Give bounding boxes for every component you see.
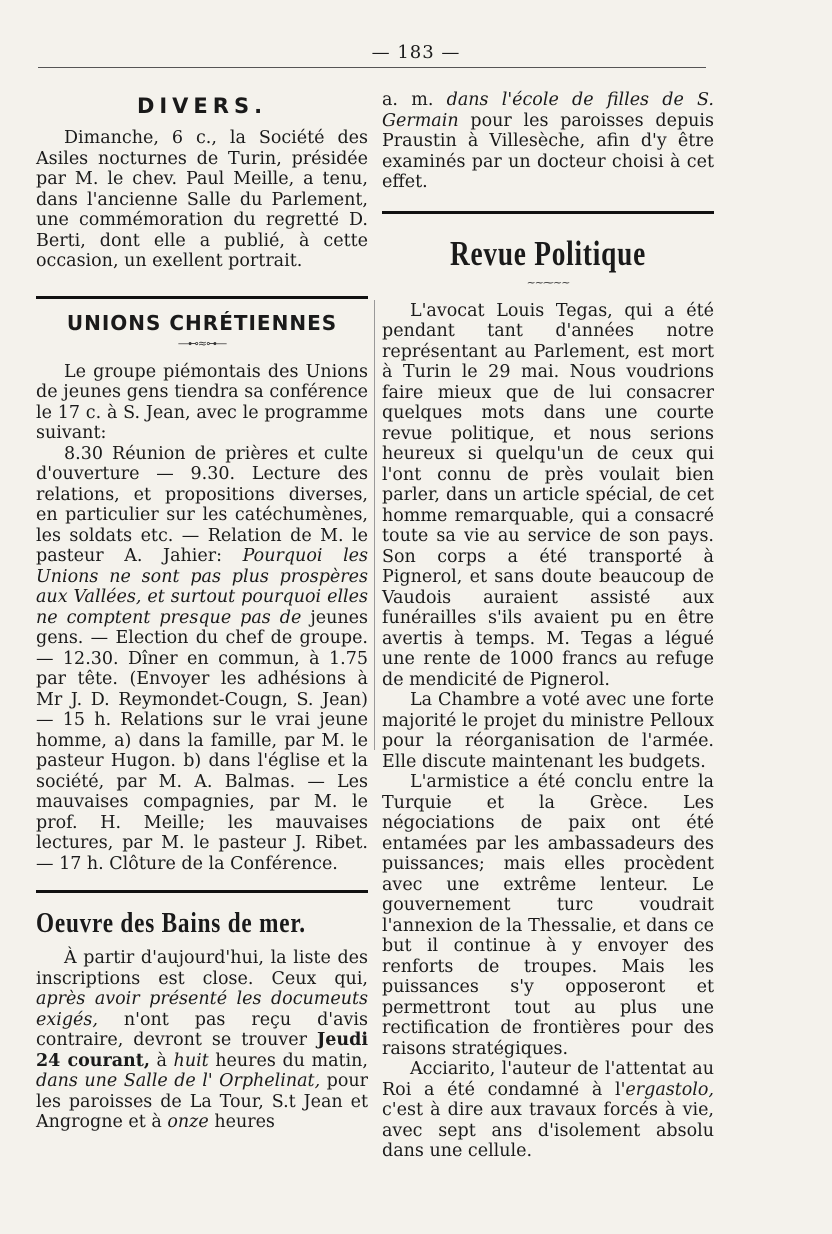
ornament-flourish: —⊷≈⊶— [177, 336, 227, 350]
section-rule [36, 296, 368, 299]
page-number: — 183 — [371, 42, 461, 63]
italic-run: onze [167, 1112, 209, 1132]
unions-paragraph-1: Le groupe piémontais des Unions de jeunes gens tiendra sa conférence le 17 c. à S. Jean, avec le programme suivant: [36, 361, 368, 443]
italic-run: Pourquoi les Unions ne sont pas plus prospères aux Vallées, et surtout pourquoi elles ne comptent presque pas de [36, 546, 368, 628]
text-run: c'est à dire aux travaux forcés à vie, avec sept ans d'isolement absolu dans une cellule. [382, 1100, 714, 1161]
left-column [36, 90, 368, 1133]
text-run: Acciarito, l'auteur de l'attentat au Roi a été condamné à l' [382, 1059, 714, 1100]
text-run: 8.30 Réunion de prières et culte d'ouverture — 9.30. Lecture des relations, et propositions diverses, en particulier sur les catéchumènes, les soldats etc. — Relation de M. le pasteur A. Jahier: [36, 443, 368, 566]
text-run: jeunes gens. — Election du chef de groupe. — 12.30. Dîner en commun, à 1.75 par tête. (Envoyer les adhésions à Mr J. D. Reymondet-Cougn, S. Jean) — 15 h. Relations sur le vrai jeune homme, a) dans la famille, par M. le pasteur Hugon. b) dans l'église et la société, par M. A. Balmas. — Les mauvaises compagnies, par M. le prof. H. Meille; les mauvaises lectures, par M. le pasteur J. Ribet. — 17 h. Clôture de la Conférence. [36, 607, 368, 874]
divers-paragraph: Dimanche, 6 c., la Société des Asiles nocturnes de Turin, présidée par M. le chev. Paul Meille, a tenu, dans l'ancienne Salle du Parlement, une commémoration du regretté D. Berti, dont elle a publié, à cette occasion, un exellent portrait. [36, 128, 368, 271]
unions-heading: UNIONS CHRÉTIENNES [66, 310, 338, 335]
text-run: heures du matin, [208, 1050, 368, 1071]
ornament-flourish: ~~⁓~~ [526, 275, 570, 289]
continued-paragraph [382, 90, 714, 193]
revue-paragraph-4 [382, 1059, 714, 1162]
text-run: pour les paroisses de La Tour, S.t Jean et Angrogne et à [36, 1071, 369, 1132]
italic-run: ergastolo, [625, 1079, 714, 1100]
bold-run: Jeudi 24 courant, [36, 1030, 368, 1071]
text-run: à [149, 1050, 174, 1071]
bains-paragraph [36, 948, 368, 1133]
divers-heading: DIVERS. [136, 94, 268, 118]
text-run: n'ont pas reçu d'avis contraire, devront se trouver [36, 1009, 368, 1050]
section-rule [36, 890, 368, 893]
column-divider [374, 300, 375, 750]
italic-run: après avoir présenté les documeuts exigés, [36, 989, 368, 1030]
revue-heading: Revue Politique [450, 233, 646, 273]
text-run: À partir d'aujourd'hui, la liste des inscriptions est close. Ceux qui, [36, 948, 368, 989]
right-column [382, 90, 714, 1162]
revue-paragraph-3: L'armistice a été conclu entre la Turquie et la Grèce. Les négociations de paix ont été entamées par les ambassadeurs des puissances; mais elles procèdent avec une extrême lenteur. Le gouvernement turc voudrait l'annexion de la Thessalie, et dans ce but il continue à y envoyer des renforts de troupes. Mais les puissances s'y opposeront et permettront tout au plus une rectification de frontières pour des raisons stratégiques. [382, 772, 714, 1059]
unions-paragraph-2 [36, 444, 368, 875]
italic-run: dans l'école de filles de S. Germain [382, 90, 714, 131]
section-rule [382, 211, 714, 214]
bains-heading: Oeuvre des Bains de mer. [36, 907, 306, 939]
text-run: a. m. [382, 90, 447, 110]
revue-paragraph-2: La Chambre a voté avec une forte majorité le projet du ministre Pelloux pour la réorganisation de l'armée. Elle discute maintenant les budgets. [382, 690, 714, 772]
text-run: heures [208, 1112, 275, 1132]
italic-run: huit [173, 1050, 209, 1071]
revue-paragraph-1: L'avocat Louis Tegas, qui a été pendant tant d'années notre représentant au Parlement, est mort à Turin le 29 mai. Nous voudrions faire mieux que de lui consacrer quelques mots dans une courte revue politique, et nous serions heureux si quelqu'un de ceux qui l'ont connu de près voulait bien parler, dans un article spécial, de cet homme remarquable, qui a consacré toute sa vie au service de son pays. Son corps a été transporté à Pignerol, et sans doute beaucoup de Vaudois auraient assisté aux funérailles s'ils avaient pu en être avertis à temps. M. Tegas a légué une rente de 1000 francs au refuge de mendicité de Pignerol. [382, 300, 714, 690]
italic-run: dans une Salle de l' Orphelinat, [36, 1071, 321, 1091]
top-rule [38, 67, 706, 68]
text-run: pour les paroisses depuis Praustin à Villesèche, afin d'y être examinés par un docteur choisi à cet effet. [382, 110, 714, 192]
